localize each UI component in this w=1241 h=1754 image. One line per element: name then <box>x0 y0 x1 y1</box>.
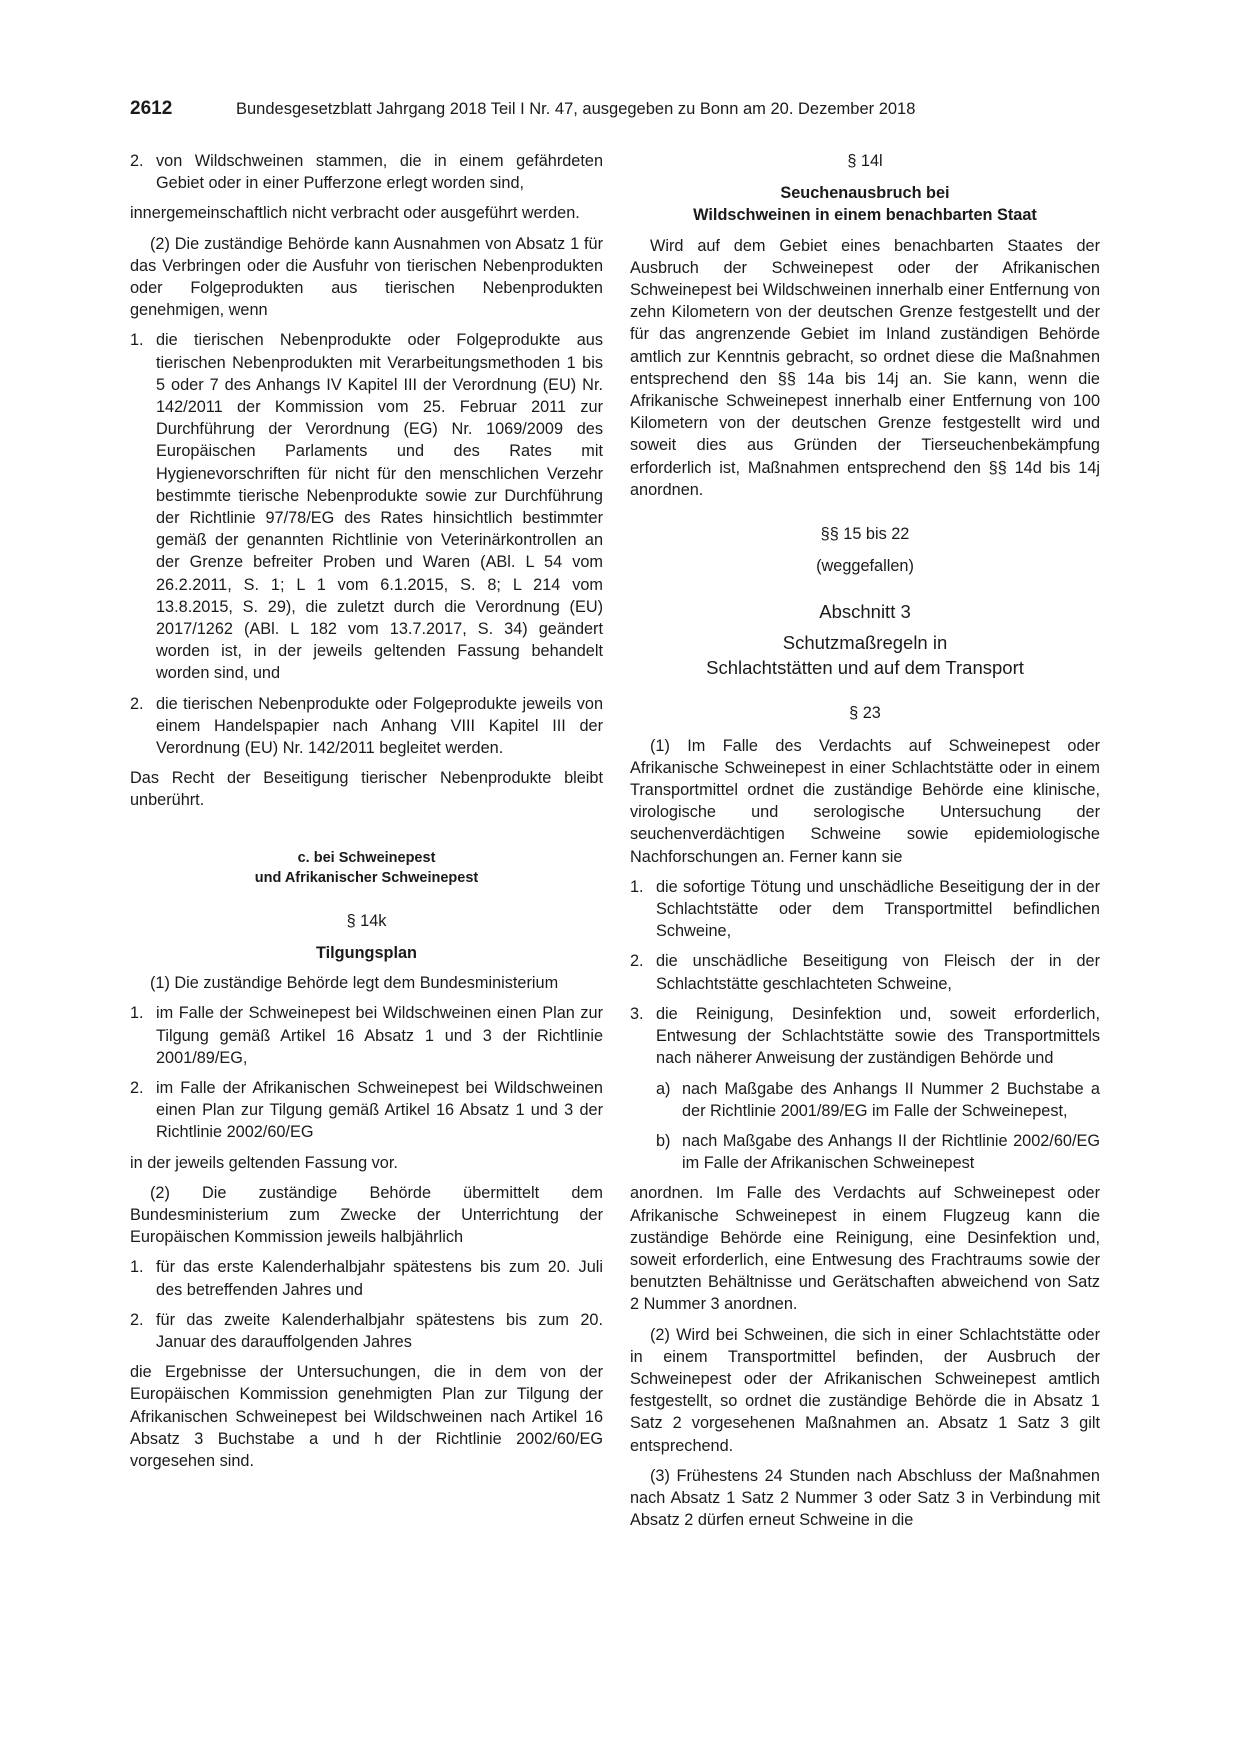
deadline-list <box>130 1256 603 1353</box>
page-number: 2612 <box>130 98 173 119</box>
paragraph: anordnen. Im Falle des Verdachts auf Schweinepest oder Afrikanische Schweinepest in einem Flugzeug kann die zuständige Behörde eine Reinigung, eine Desinfektion und, soweit erforderlich, eine Entwesung des Frachtraums sowie der benutzten Behältnisse und Gerätschaften abweichend von Satz 2 Nummer 3 anordnen. <box>630 1184 1100 1314</box>
paragraph: (3) Frühestens 24 Stunden nach Abschluss der Maßnahmen nach Absatz 1 Satz 2 Nummer 3 oder Satz 3 in Verbindung mit Absatz 2 dürfen erneut Schweine in die <box>630 1466 1100 1530</box>
list-continued <box>130 150 603 194</box>
section-number: § 14k <box>346 911 387 930</box>
list-item: 2. von Wildschweinen stammen, die in einem gefährdeten Gebiet oder in einer Pufferzone erlegt worden sind, <box>130 152 603 193</box>
paragraph: (1) Im Falle des Verdachts auf Schweinepest oder Afrikanische Schweinepest in einer Schlachtstätte oder in einem Transportmittel ordnet die zuständige Behörde eine klinische, virologische und serologische Untersuchung der seuchenverdächtigen Schweine sowie epidemiologische Nachforschungen an. Ferner kann sie <box>630 736 1100 866</box>
section-title: Tilgungsplan <box>315 943 417 962</box>
list-item: 1. im Falle der Schweinepest bei Wildschweinen einen Plan zur Tilgung gemäß Artikel 16 Absatz 1 und 3 der Richtlinie 2001/89/EG, <box>130 1004 603 1067</box>
left-column <box>130 150 603 1480</box>
paragraph: (2) Die zuständige Behörde übermittelt dem Bundesministerium zum Zwecke der Unterrichtung der Europäischen Kommission jeweils halbjährlich <box>130 1183 603 1247</box>
paragraph: (2) Wird bei Schweinen, die sich in einer Schlachtstätte oder in einem Transportmittel befinden, der Ausbruch der Schweinepest oder der Afrikanischen Schweinepest amtlich festgestellt, so ordnet die zuständige Behörde die in Absatz 1 Satz 2 vorgesehenen Maßnahmen an. Absatz 1 Satz 3 gilt entsprechend. <box>630 1325 1100 1455</box>
running-head: Bundesgesetzblatt Jahrgang 2018 Teil I Nr. 47, ausgegeben zu Bonn am 20. Dezember 2018 <box>236 100 916 118</box>
list-item: 1. die tierischen Nebenprodukte oder Folgeprodukte aus tierischen Nebenprodukten mit Verarbeitungsmethoden 1 bis 5 oder 7 des Anhangs IV Kapitel III der Verordnung (EU) Nr. 142/2011 der Kommission vom 25. Februar 2011 zur Durchführung der Verordnung (EG) Nr. 1069/2009 des Europäischen Parlaments und des Rates mit Hygienevorschriften für nicht für den menschlichen Verzehr bestimmte tierische Nebenprodukte sowie zur Durchführung der Richtlinie 97/78/EG des Rates hinsichtlich bestimmter gemäß der genannten Richtlinie von Veterinärkontrollen an der Grenze befreiter Proben und Waren (ABl. L 54 vom 26.2.2011, S. 1; L 1 vom 6.1.2015, S. 8; L 214 vom 13.8.2015, S. 29), die zuletzt durch die Verordnung (EU) 2017/1262 (ABl. L 182 vom 13.7.2017, S. 34) geändert worden ist, in der jeweils geltenden Fassung behandelt worden sind, und <box>130 331 603 683</box>
list-item: 2. für das zweite Kalenderhalbjahr spätestens bis zum 20. Januar des darauffolgenden Jahres <box>130 1310 603 1351</box>
measures-list <box>630 876 1100 1174</box>
paragraph: (1) Die zuständige Behörde legt dem Bundesministerium <box>150 974 559 993</box>
paragraph: Wird auf dem Gebiet eines benachbarten Staates der Ausbruch der Schweinepest oder der Afrikanischen Schweinepest bei Wildschweinen innerhalb einer Entfernung von zehn Kilometern von der deutschen Grenze festgestellt und der für das angrenzende Gebiet im Inland zuständigen Behörde amtlich zur Kenntnis gebracht, so ordnet diese die Maßnahmen entsprechend den §§ 14a bis 14j an. Sie kann, wenn die Afrikanische Schweinepest innerhalb einer Entfernung von 100 Kilometern von der deutschen Grenze festgestellt wird und soweit dies aus Gründen der Tierseuchenbekämpfung erforderlich ist, Maßnahmen entsprechend den §§ 14d bis 14j anordnen. <box>630 236 1100 499</box>
sub-list <box>656 1078 1100 1175</box>
plan-list <box>130 1002 603 1143</box>
list-item: 1. die sofortige Tötung und unschädliche Beseitigung der in der Schlachtstätte oder dem Transportmittel befindlichen Schweine, <box>630 877 1100 941</box>
list-item: 2. die unschädliche Beseitigung von Fleisch der in der Schlachtstätte geschlachteten Schweine, <box>630 952 1100 993</box>
conditions-list <box>130 329 603 759</box>
subsection-heading: c. bei Schweinepest und Afrikanischer Schweinepest <box>254 849 479 886</box>
chapter-title: Schutzmaßregeln in Schlachtstätten und auf dem Transport <box>706 632 1024 679</box>
right-column <box>630 150 1100 1539</box>
section-number: § 23 <box>849 704 881 723</box>
sub-list-item: b) nach Maßgabe des Anhangs II der Richtlinie 2002/60/EG im Falle der Afrikanischen Schweinepest <box>656 1131 1100 1173</box>
section-number: § 14l <box>847 152 883 170</box>
page-header <box>130 98 1110 126</box>
list-item: 2. im Falle der Afrikanischen Schweinepest bei Wildschweinen einen Plan zur Tilgung gemäß Artikel 16 Absatz 1 und 3 der Richtlinie 2002/60/EG <box>130 1078 603 1142</box>
repealed-note: (weggefallen) <box>816 557 914 576</box>
sub-list-item: a) nach Maßgabe des Anhangs II Nummer 2 Buchstabe a der Richtlinie 2001/89/EG im Falle der Schweinepest, <box>656 1079 1100 1120</box>
paragraph: die Ergebnisse der Untersuchungen, die in dem von der Europäischen Kommission genehmigten Plan zur Tilgung der Afrikanischen Schweinepest bei Wildschweinen nach Artikel 16 Absatz 3 Buchstabe a und h der Richtlinie 2002/60/EG vorgesehen sind. <box>130 1363 603 1470</box>
paragraph: (2) Die zuständige Behörde kann Ausnahmen von Absatz 1 für das Verbringen oder die Ausfuhr von tierischen Nebenprodukten oder Folgeprodukten aus tierischen Nebenprodukten genehmigen, wenn <box>130 234 603 320</box>
paragraph: Das Recht der Beseitigung tierischer Nebenprodukte bleibt unberührt. <box>130 769 603 810</box>
list-item: 1. für das erste Kalenderhalbjahr spätestens bis zum 20. Juli des betreffenden Jahres und <box>130 1258 603 1299</box>
list-item: 2. die tierischen Nebenprodukte oder Folgeprodukte jeweils von einem Handelspapier nach Anhang VIII Kapitel III der Verordnung (EU) Nr. 142/2011 begleitet werden. <box>130 694 603 758</box>
paragraph: innergemeinschaftlich nicht verbracht oder ausgeführt werden. <box>130 204 580 223</box>
chapter-number: Abschnitt 3 <box>819 601 911 623</box>
paragraph: in der jeweils geltenden Fassung vor. <box>130 1153 398 1172</box>
list-item: 3. die Reinigung, Desinfektion und, soweit erforderlich, Entwesung der Schlachtstätte sowie des Transportmittels nach näherer Anweisung der zuständigen Behörde und a) nach Maßgabe des Anhangs II Nummer 2 Buchstabe a der Richtlinie 2001/89/EG im Falle der Schweinepest, b) nach Maßgabe des Anhangs II der Richtlinie 2002/60/EG im Falle der Afrikanischen Schweinepest <box>630 1003 1100 1174</box>
section-number: §§ 15 bis 22 <box>820 525 910 544</box>
section-title: Seuchenausbruch bei Wildschweinen in einem benachbarten Staat <box>693 184 1037 225</box>
